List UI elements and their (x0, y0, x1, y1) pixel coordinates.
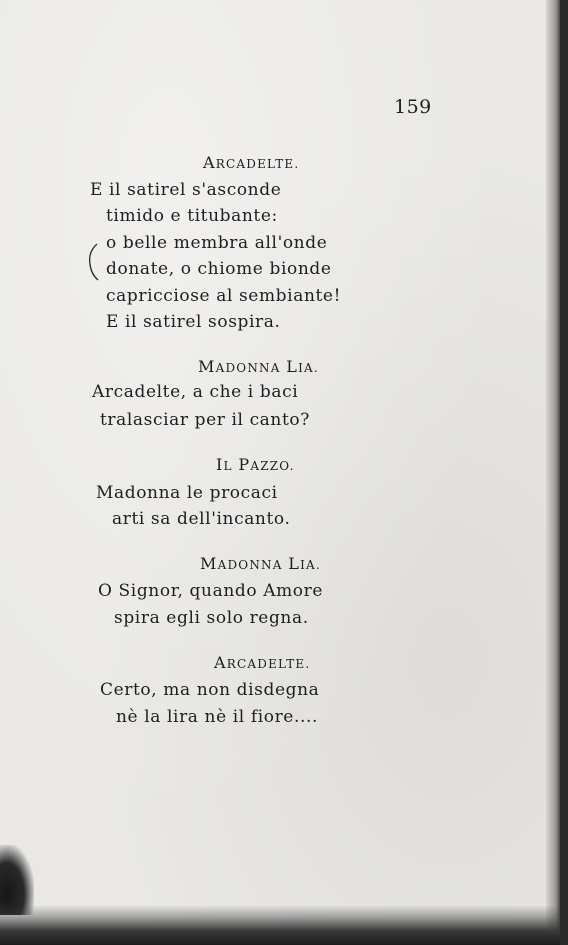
bracket-mark (86, 242, 100, 282)
speaker-name: ARCADELTE. (203, 153, 300, 172)
verse-line: spira egli solo regna. (114, 608, 309, 628)
verse-line: tralasciar per il canto? (100, 410, 310, 430)
verse-line: arti sa dell'incanto. (112, 509, 291, 529)
verse-line: O Signor, quando Amore (98, 581, 324, 601)
verse-line: Certo, ma non disdegna (100, 680, 320, 700)
bottom-shadow (0, 905, 560, 945)
verse-line: E il satirel sospira. (106, 312, 281, 332)
speaker-name: ARCADELTE. (214, 653, 311, 672)
verse-line: E il satirel s'asconde (90, 180, 282, 200)
verse-line: donate, o chiome bionde (106, 259, 332, 279)
verse-line: Arcadelte, a che i baci (92, 382, 299, 402)
verse-line: timido e titubante: (106, 206, 278, 226)
speaker-name: MADONNA LIA. (200, 554, 321, 573)
page-number: 159 (394, 96, 432, 118)
verse-line: Madonna le procaci (96, 483, 278, 503)
verse-line: o belle membra all'onde (106, 233, 328, 253)
verse-line: capricciose al sembiante! (106, 286, 342, 306)
speaker-name: IL PAZZO. (216, 455, 295, 474)
page-edge (546, 0, 560, 945)
verse-line: nè la lira nè il fiore.... (116, 707, 318, 727)
speaker-name: MADONNA LIA. (198, 357, 319, 376)
